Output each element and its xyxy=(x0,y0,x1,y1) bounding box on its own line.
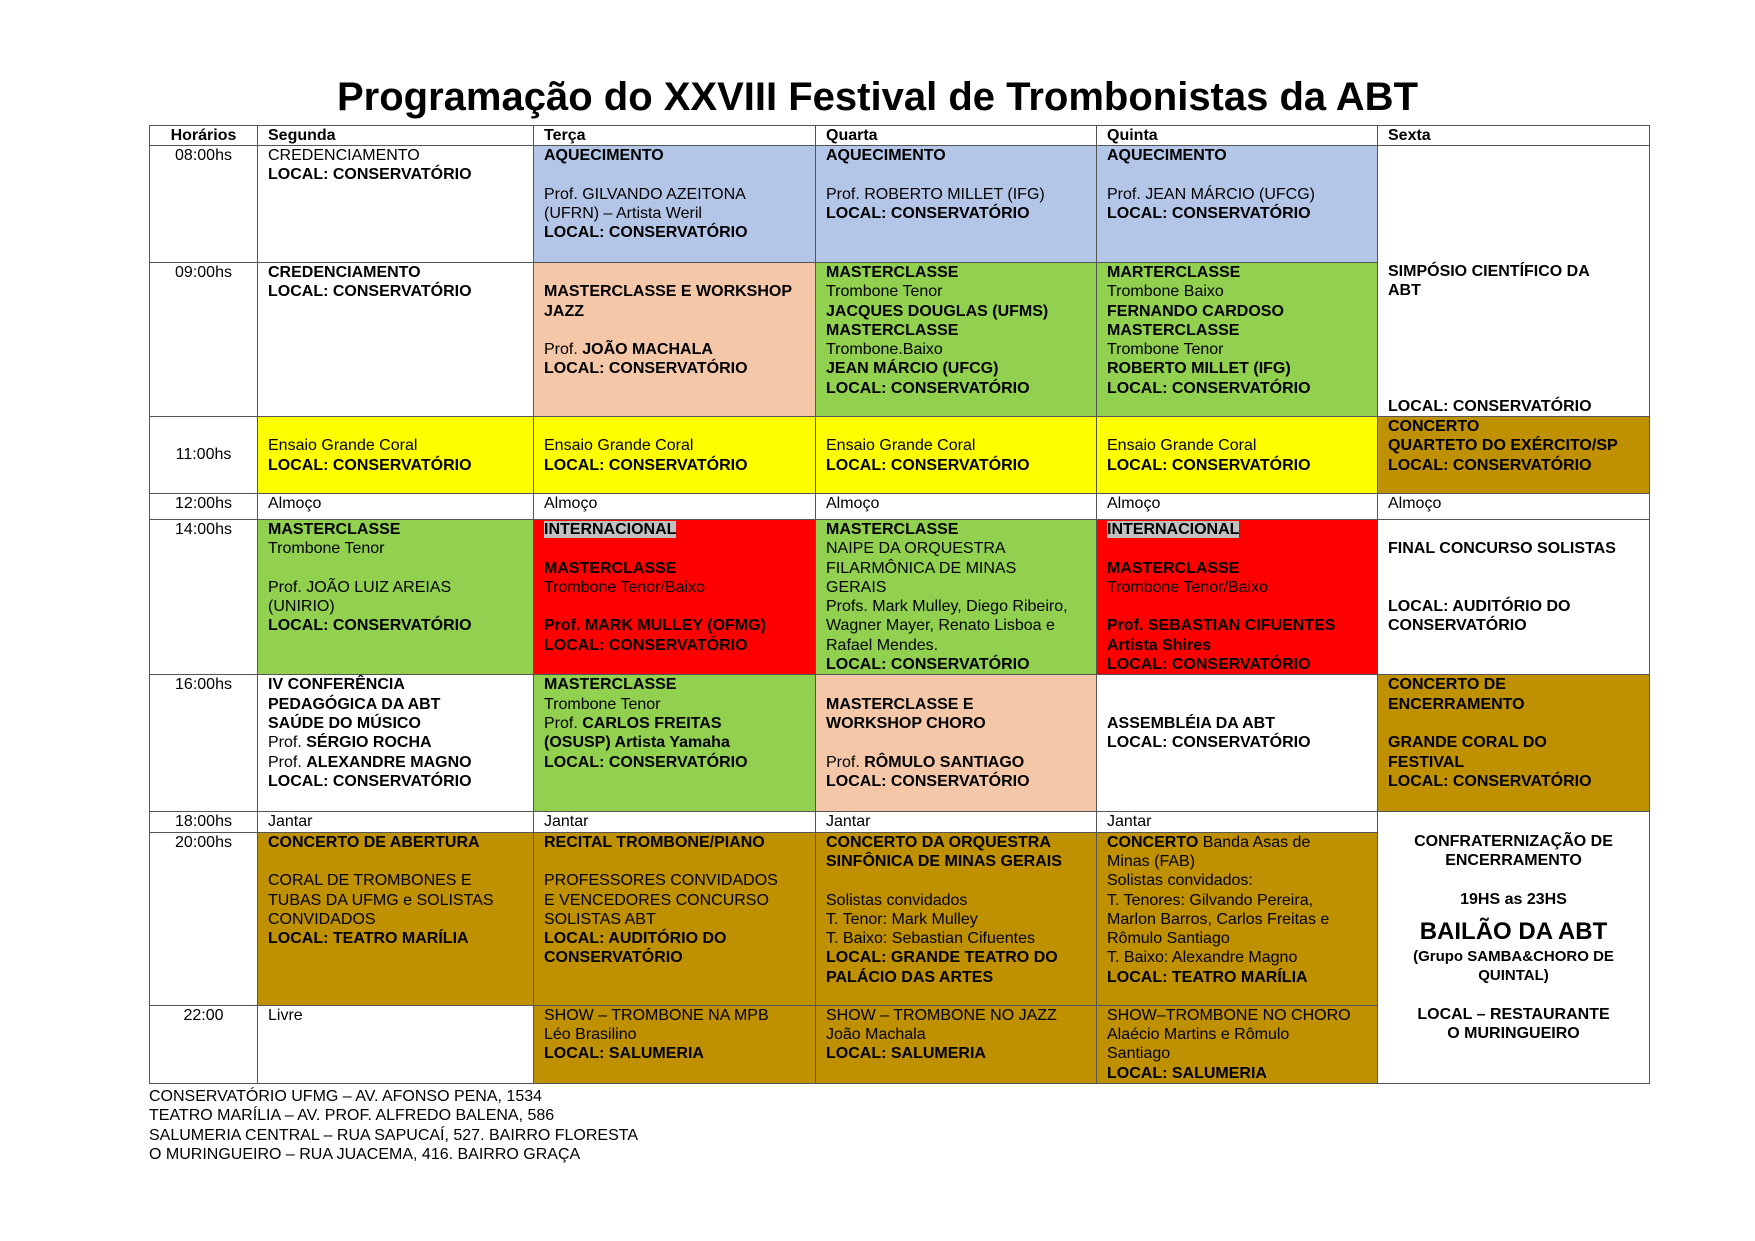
event-title: CONCERTO DE ABERTURA xyxy=(268,833,480,851)
event-title-2: ENCERRAMENTO xyxy=(1388,695,1525,713)
event-subtitle-2: TUBAS DA UFMG e SOLISTAS xyxy=(268,891,494,909)
event-location: LOCAL: CONSERVATÓRIO xyxy=(268,617,472,635)
event-title: Ensaio Grande Coral xyxy=(544,437,694,455)
event-instrument: Trombone Tenor xyxy=(544,695,661,713)
event-location: LOCAL: CONSERVATÓRIO xyxy=(1107,204,1311,222)
teacher-prefix: Prof. xyxy=(544,341,583,359)
row-1800 xyxy=(150,812,1650,832)
event-teacher-affiliation: (OSUSP) Artista Yamaha xyxy=(544,734,730,752)
international-badge: INTERNACIONAL xyxy=(1107,521,1240,538)
hour-cell: 08:00hs xyxy=(150,146,258,263)
event-location: LOCAL: CONSERVATÓRIO xyxy=(1107,456,1311,474)
row-1400 xyxy=(150,520,1650,675)
event-location: LOCAL: AUDITÓRIO DO xyxy=(544,930,727,948)
event-title: MASTERCLASSE xyxy=(544,559,677,577)
international-badge: INTERNACIONAL xyxy=(544,521,677,538)
cell-sex-1800-2200 xyxy=(1378,812,1650,1083)
event-instrument: Trombone Baixo xyxy=(1107,283,1224,301)
event-subtitle-3: CONVIDADOS xyxy=(268,910,376,928)
event-teacher: Prof. JEAN MÁRCIO (UFCG) xyxy=(1107,185,1316,203)
event-title: MARTERCLASSE xyxy=(1107,264,1241,281)
teacher-prefix: Prof. xyxy=(544,714,583,732)
event-soloist: T. Tenor: Mark Mulley xyxy=(826,910,978,928)
row-1600 xyxy=(150,675,1650,812)
cell-qua-2000 xyxy=(816,832,1097,1005)
event-location: LOCAL: CONSERVATÓRIO xyxy=(826,772,1030,790)
event-band-2: QUINTAL) xyxy=(1478,967,1549,985)
event-instrument: Trombone Tenor/Baixo xyxy=(544,578,705,596)
event-location: LOCAL: CONSERVATÓRIO xyxy=(544,456,748,474)
event-title: FINAL CONCURSO SOLISTAS xyxy=(1388,540,1616,558)
event-location: LOCAL: TEATRO MARÍLIA xyxy=(1107,968,1308,986)
event-title: SHOW–TROMBONE NO CHORO xyxy=(1107,1006,1351,1024)
event-teacher: Prof. MARK MULLEY (OFMG) xyxy=(544,617,766,635)
hour-cell xyxy=(150,417,258,494)
event-artist: Alaécio Martins e Rômulo xyxy=(1107,1025,1290,1043)
event-soloists-2: Marlon Barros, Carlos Freitas e xyxy=(1107,910,1330,928)
hour-cell: 20:00hs xyxy=(150,832,258,1005)
event-title: Ensaio Grande Coral xyxy=(268,437,418,455)
address-muringueiro: O MURINGUEIRO – RUA JUACEMA, 416. BAIRRO GRAÇA xyxy=(149,1145,581,1163)
teacher-name: JOÃO MACHALA xyxy=(582,341,713,359)
event-title: ASSEMBLÉIA DA ABT xyxy=(1107,714,1275,732)
row-1200 xyxy=(150,494,1650,520)
event-theme: SAÚDE DO MÚSICO xyxy=(268,714,421,732)
event-location: LOCAL: CONSERVATÓRIO xyxy=(826,204,1030,222)
event-teacher: Prof. GILVANDO AZEITONA xyxy=(544,185,746,203)
event-title: Ensaio Grande Coral xyxy=(1107,437,1257,455)
address-conservatorio: CONSERVATÓRIO UFMG – AV. AFONSO PENA, 1534 xyxy=(149,1088,543,1105)
event-teacher xyxy=(544,714,805,733)
address-teatro-marilia: TEATRO MARÍLIA – AV. PROF. ALFREDO BALENA, 586 xyxy=(149,1107,555,1125)
cell-sex-0800-0900 xyxy=(1378,146,1650,417)
event-location: LOCAL: CONSERVATÓRIO xyxy=(1107,379,1311,397)
event-soloists: T. Tenores: Gilvando Pereira, xyxy=(1107,891,1314,909)
cell-seg-1400 xyxy=(258,520,534,675)
event-teacher-sponsor: Artista Shires xyxy=(1107,636,1212,654)
cell-qui-0800 xyxy=(1097,146,1378,263)
event-title-2: ENCERRAMENTO xyxy=(1445,851,1582,869)
cell-qui-1400 xyxy=(1097,520,1378,675)
event-title: MASTERCLASSE xyxy=(544,676,677,694)
event-subtitle: NAIPE DA ORQUESTRA xyxy=(826,540,1006,558)
event-title: MASTERCLASSE xyxy=(1107,559,1240,577)
event-location: LOCAL: CONSERVATÓRIO xyxy=(544,360,748,378)
event-location-2: PALÁCIO DAS ARTES xyxy=(826,968,994,986)
cell-ter-1200: Almoço xyxy=(534,494,816,520)
event-teacher: Prof. ROBERTO MILLET (IFG) xyxy=(826,185,1045,203)
event-location: LOCAL: CONSERVATÓRIO xyxy=(544,753,748,771)
cell-seg-0800 xyxy=(258,146,534,263)
schedule-table xyxy=(149,125,1650,1084)
event-title: CONFRATERNIZAÇÃO DE xyxy=(1414,832,1613,850)
event-teacher-2 xyxy=(268,753,523,772)
event-title-2: MASTERCLASSE xyxy=(826,321,959,339)
cell-qui-1200: Almoço xyxy=(1097,494,1378,520)
event-location: LOCAL: CONSERVATÓRIO xyxy=(826,456,1030,474)
cell-qua-2200 xyxy=(816,1005,1097,1083)
event-title: CONCERTO DA ORQUESTRA xyxy=(826,833,1051,851)
event-instrument: Trombone Tenor xyxy=(268,540,385,558)
event-location: LOCAL: GRANDE TEATRO DO xyxy=(826,949,1058,967)
cell-ter-2000 xyxy=(534,832,816,1005)
event-highlight: BAILÃO DA ABT xyxy=(1419,917,1608,945)
event-location: LOCAL: CONSERVATÓRIO xyxy=(1107,656,1311,674)
event-subtitle-2: FESTIVAL xyxy=(1388,753,1465,771)
event-band: (Grupo SAMBA&CHORO DE xyxy=(1413,947,1614,965)
event-teacher: Prof. SEBASTIAN CIFUENTES xyxy=(1107,617,1336,635)
event-teachers-2: Wagner Mayer, Renato Lisboa e xyxy=(826,617,1055,635)
teacher-name: SÉRGIO ROCHA xyxy=(306,734,432,752)
event-location: LOCAL: CONSERVATÓRIO xyxy=(268,772,472,790)
cell-seg-1100 xyxy=(258,417,534,494)
event-location: LOCAL: CONSERVATÓRIO xyxy=(826,379,1030,397)
event-subtitle-2: E VENCEDORES CONCURSO xyxy=(544,891,769,909)
hour-cell: 09:00hs xyxy=(150,263,258,417)
event-title: AQUECIMENTO xyxy=(826,147,946,164)
event-title: MASTERCLASSE xyxy=(826,521,959,538)
cell-qua-1800: Jantar xyxy=(816,812,1097,832)
event-teacher xyxy=(826,753,1086,772)
event-title-2: QUARTETO DO EXÉRCITO/SP xyxy=(1388,437,1618,455)
event-title: SHOW – TROMBONE NO JAZZ xyxy=(826,1006,1057,1024)
teacher-name: ALEXANDRE MAGNO xyxy=(306,753,472,771)
cell-ter-1600 xyxy=(534,675,816,812)
event-location: LOCAL: CONSERVATÓRIO xyxy=(268,456,472,474)
event-subtitle: CORAL DE TROMBONES E xyxy=(268,872,472,890)
event-subtitle-3: SOLISTAS ABT xyxy=(544,910,656,928)
event-artist: João Machala xyxy=(826,1025,926,1043)
address-salumeria: SALUMERIA CENTRAL – RUA SAPUCAÍ, 527. BAIRRO FLORESTA xyxy=(149,1126,639,1144)
event-title-2: ABT xyxy=(1388,282,1421,300)
event-title: SHOW – TROMBONE NA MPB xyxy=(544,1006,769,1024)
event-location: LOCAL: SALUMERIA xyxy=(1107,1064,1267,1082)
event-teacher-affiliation: (UNIRIO) xyxy=(268,598,335,616)
event-title: AQUECIMENTO xyxy=(544,147,664,164)
cell-sex-1600 xyxy=(1378,675,1650,812)
cell-seg-1800: Jantar xyxy=(258,812,534,832)
event-title: SIMPÓSIO CIENTÍFICO DA xyxy=(1388,263,1590,280)
cell-qua-1400 xyxy=(816,520,1097,675)
hour-cell: 16:00hs xyxy=(150,675,258,812)
event-location: LOCAL: SALUMERIA xyxy=(826,1045,986,1063)
cell-qui-2200 xyxy=(1097,1005,1378,1083)
event-subtitle: Solistas convidados: xyxy=(1107,872,1253,890)
event-teacher: FERNANDO CARDOSO xyxy=(1107,302,1284,320)
event-title: MASTERCLASSE E xyxy=(826,695,974,713)
cell-ter-1800: Jantar xyxy=(534,812,816,832)
page-title: Programação do XXVIII Festival de Trombonistas da ABT xyxy=(336,75,1418,119)
event-soloists-3: Rômulo Santiago xyxy=(1107,930,1230,948)
hour-cell: 18:00hs xyxy=(150,812,258,832)
event-title: IV CONFERÊNCIA xyxy=(268,676,405,694)
event-title: Ensaio Grande Coral xyxy=(826,437,976,455)
cell-qua-1200: Almoço xyxy=(816,494,1097,520)
event-teacher xyxy=(268,733,523,752)
cell-qui-1100 xyxy=(1097,417,1378,494)
event-location: LOCAL: TEATRO MARÍLIA xyxy=(268,930,469,948)
cell-seg-0900 xyxy=(258,263,534,417)
hour-cell: 22:00 xyxy=(150,1005,258,1083)
event-location: LOCAL: CONSERVATÓRIO xyxy=(268,166,472,184)
event-title-2: WORKSHOP CHORO xyxy=(826,714,986,732)
event-location: LOCAL: SALUMERIA xyxy=(544,1045,704,1063)
event-teacher-affiliation: (UFRN) – Artista Weril xyxy=(544,204,702,222)
event-subtitle: Solistas convidados xyxy=(826,891,968,909)
event-title: MASTERCLASSE E WORKSHOP xyxy=(544,283,793,301)
event-location: LOCAL: CONSERVATÓRIO xyxy=(268,283,472,301)
address-list xyxy=(149,1087,638,1164)
event-teacher xyxy=(544,340,805,359)
event-location: LOCAL: AUDITÓRIO DO xyxy=(1388,598,1571,616)
event-teacher: Prof. JOÃO LUIZ AREIAS xyxy=(268,578,452,596)
event-title-2: Minas (FAB) xyxy=(1107,852,1196,870)
event-instrument: Trombone Tenor/Baixo xyxy=(1107,578,1268,596)
event-title: CONCERTO DE xyxy=(1388,676,1506,694)
event-time: 19HS as 23HS xyxy=(1460,890,1567,908)
cell-qua-1100 xyxy=(816,417,1097,494)
cell-sex-1200: Almoço xyxy=(1378,494,1650,520)
event-location: LOCAL: CONSERVATÓRIO xyxy=(1388,397,1592,415)
event-instrument-2: Trombone Tenor xyxy=(1107,341,1224,359)
header-sexta: Sexta xyxy=(1378,126,1650,146)
hour-cell: 14:00hs xyxy=(150,520,258,675)
cell-qua-0800 xyxy=(816,146,1097,263)
teacher-prefix: Prof. xyxy=(268,734,307,752)
event-title: CREDENCIAMENTO xyxy=(268,147,420,164)
event-teacher-2: JEAN MÁRCIO (UFCG) xyxy=(826,360,999,378)
cell-ter-1400 xyxy=(534,520,816,675)
cell-qui-1600 xyxy=(1097,675,1378,812)
event-location: LOCAL: CONSERVATÓRIO xyxy=(1388,456,1592,474)
teacher-prefix: Prof. xyxy=(268,753,307,771)
header-quarta: Quarta xyxy=(816,126,1097,146)
teacher-prefix: Prof. xyxy=(826,753,865,771)
cell-qui-1800: Jantar xyxy=(1097,812,1378,832)
event-teachers-3: Rafael Mendes. xyxy=(826,636,939,654)
event-title: CONCERTO xyxy=(1388,418,1480,435)
event-teacher-2: ROBERTO MILLET (IFG) xyxy=(1107,360,1291,378)
event-subtitle-3: GERAIS xyxy=(826,578,887,596)
header-horarios: Horários xyxy=(150,126,258,146)
event-title: CREDENCIAMENTO xyxy=(268,264,421,281)
event-title xyxy=(1107,833,1367,852)
event-title: AQUECIMENTO xyxy=(1107,147,1227,164)
row-0800 xyxy=(150,146,1650,263)
event-location: LOCAL: CONSERVATÓRIO xyxy=(1388,772,1592,790)
event-subtitle: PROFESSORES CONVIDADOS xyxy=(544,872,778,890)
cell-qua-1600 xyxy=(816,675,1097,812)
event-location: LOCAL: CONSERVATÓRIO xyxy=(1107,734,1311,752)
event-teacher: JACQUES DOUGLAS (UFMS) xyxy=(826,302,1049,320)
event-title-bold: CONCERTO xyxy=(1107,833,1199,851)
event-title-2: PEDAGÓGICA DA ABT xyxy=(268,695,441,713)
header-terca: Terça xyxy=(534,126,816,146)
cell-qui-0900 xyxy=(1097,263,1378,417)
event-title-2: SINFÔNICA DE MINAS GERAIS xyxy=(826,852,1062,870)
cell-ter-1100 xyxy=(534,417,816,494)
event-soloist-2: T. Baixo: Sebastian Cifuentes xyxy=(826,930,1036,948)
cell-sex-1100 xyxy=(1378,417,1650,494)
event-title: RECITAL TROMBONE/PIANO xyxy=(544,833,765,851)
cell-ter-2200 xyxy=(534,1005,816,1083)
event-teachers: Profs. Mark Mulley, Diego Ribeiro, xyxy=(826,598,1068,616)
cell-seg-2200 xyxy=(258,1005,534,1083)
event-artist-2: Santiago xyxy=(1107,1045,1171,1063)
cell-seg-2000 xyxy=(258,832,534,1005)
teacher-name: CARLOS FREITAS xyxy=(582,714,722,732)
cell-seg-1200: Almoço xyxy=(258,494,534,520)
event-location-2: O MURINGUEIRO xyxy=(1447,1025,1580,1043)
hour-cell: 12:00hs xyxy=(150,494,258,520)
event-subtitle: GRANDE CORAL DO xyxy=(1388,734,1547,752)
header-row xyxy=(150,126,1650,146)
event-title: MASTERCLASSE xyxy=(826,264,959,281)
event-location: LOCAL: CONSERVATÓRIO xyxy=(544,224,748,242)
event-location-2: CONSERVATÓRIO xyxy=(1388,617,1527,635)
cell-seg-1600 xyxy=(258,675,534,812)
event-location: LOCAL: CONSERVATÓRIO xyxy=(544,636,748,654)
cell-ter-0800 xyxy=(534,146,816,263)
cell-sex-1400 xyxy=(1378,520,1650,675)
cell-qui-2000 xyxy=(1097,832,1378,1005)
event-title-2: JAZZ xyxy=(544,302,584,320)
row-1100 xyxy=(150,417,1650,494)
teacher-name: RÔMULO SANTIAGO xyxy=(864,753,1025,771)
event-location: LOCAL: CONSERVATÓRIO xyxy=(826,656,1030,674)
event-title: MASTERCLASSE xyxy=(268,521,401,538)
hour-label: 11:00hs xyxy=(175,446,232,464)
event-subtitle-2: FILARMÔNICA DE MINAS xyxy=(826,559,1017,577)
header-quinta: Quinta xyxy=(1097,126,1378,146)
event-title: Livre xyxy=(268,1006,303,1024)
event-location-2: CONSERVATÓRIO xyxy=(544,949,683,967)
event-instrument-2: Trombone.Baixo xyxy=(826,341,943,359)
event-title-2: MASTERCLASSE xyxy=(1107,321,1240,339)
cell-ter-0900 xyxy=(534,263,816,417)
event-artist: Léo Brasilino xyxy=(544,1025,637,1043)
cell-qua-0900 xyxy=(816,263,1097,417)
event-title-rest: Banda Asas de xyxy=(1198,833,1311,851)
event-location: LOCAL – RESTAURANTE xyxy=(1417,1005,1610,1023)
event-soloist-bass: T. Baixo: Alexandre Magno xyxy=(1107,949,1298,967)
header-segunda: Segunda xyxy=(258,126,534,146)
event-instrument: Trombone Tenor xyxy=(826,283,943,301)
